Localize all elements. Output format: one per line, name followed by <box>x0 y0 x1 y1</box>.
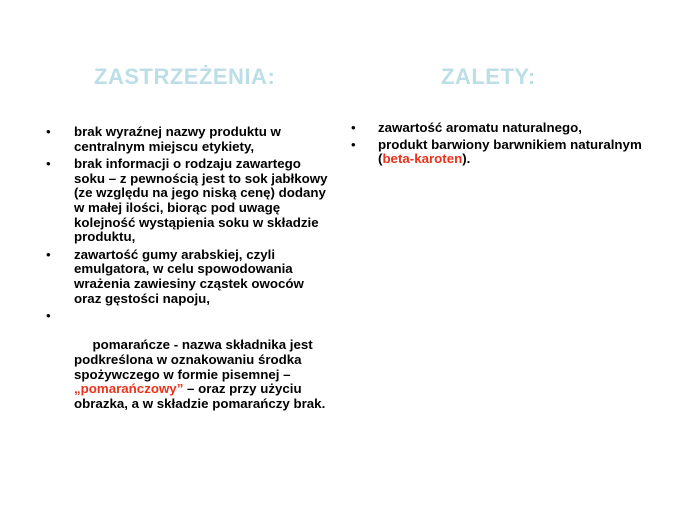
list-item <box>46 125 331 154</box>
list-item <box>46 157 331 245</box>
list-item <box>351 121 651 136</box>
bullet-icon: • <box>46 124 51 139</box>
bullet-icon: • <box>46 156 51 172</box>
bullet-icon: • <box>46 246 51 262</box>
heading-advantages: ZALETY: <box>441 64 536 89</box>
highlight-text: „pomarańczowy” <box>74 381 184 397</box>
list-item-text: ). <box>462 151 471 167</box>
list-item-text: zawartość gumy arabskiej, czyli emulgatora, w celu spowodowania wrażenia zawiesiny cząstek owoców oraz gęstości napoju, <box>74 246 304 306</box>
list-item <box>46 309 331 426</box>
list-item <box>46 248 331 306</box>
list-item-text: zawartość aromatu naturalnego, <box>378 120 582 135</box>
bullet-icon: • <box>351 120 356 135</box>
list-item-text: – oraz przy użyciu obrazka, a w składzie pomarańczy brak. <box>74 381 326 411</box>
highlight-text: beta-karoten <box>382 151 463 167</box>
list-item-text: brak informacji o rodzaju zawartego soku – z pewnością jest to sok jabłkowy (ze względu na jego niską cenę) dodany w małej ilości, biorąc pod uwagę kolejność wystąpienia soku w składzie produktu, <box>74 156 328 245</box>
list-item-text: pomarańcze - nazwa składnika jest podkreślona w oznakowaniu środka spożywczego w formie pisemnej – <box>74 337 317 382</box>
reservations-list <box>46 125 331 429</box>
list-item-text: produkt barwiony barwnikiem naturalnym ( <box>378 136 642 167</box>
heading-reservations: ZASTRZEŻENIA: <box>94 64 276 89</box>
list-item-text: brak wyraźnej nazwy produktu w centralnym miejscu etykiety, <box>74 124 281 154</box>
advantages-list <box>351 121 651 169</box>
bullet-icon: • <box>351 136 356 152</box>
bullet-icon: • <box>46 308 51 324</box>
list-item <box>351 138 651 167</box>
